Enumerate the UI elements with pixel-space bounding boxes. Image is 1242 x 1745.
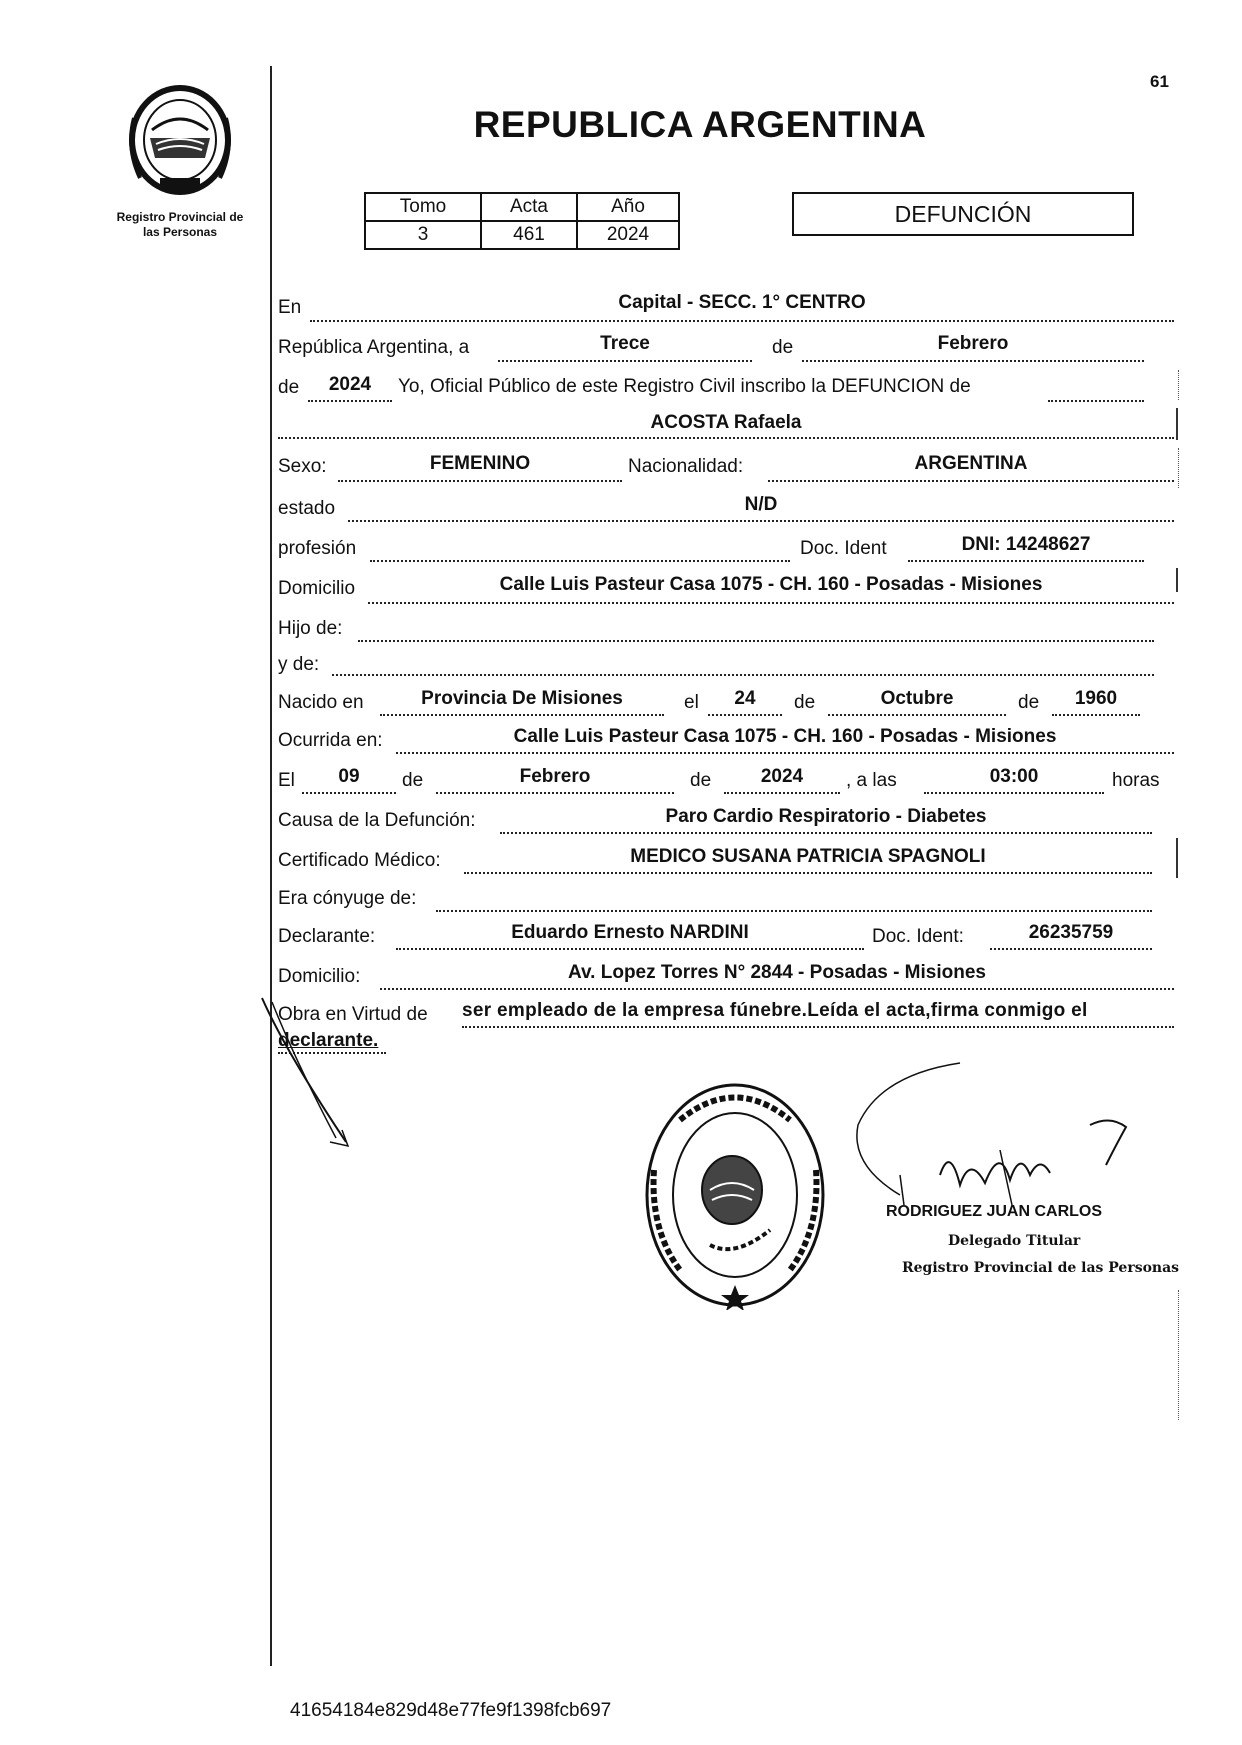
decl-dom-dotline: [380, 988, 1174, 990]
tomo-header: Tomo: [365, 193, 481, 221]
death-day-dotline: [302, 792, 396, 794]
official-stamp: [640, 1080, 830, 1310]
deceased-name: ACOSTA Rafaela: [650, 412, 802, 433]
nacionalidad-value: ARGENTINA: [914, 453, 1028, 474]
inscribo-dotline: [1048, 400, 1144, 402]
el-label: el: [684, 692, 699, 713]
doc-ident-value: DNI: 14248627: [961, 534, 1091, 555]
month-dotline: [802, 360, 1144, 362]
obra-value-line1: ser empleado de la empresa fúnebre.Leída el acta,firma conmigo el: [462, 1000, 1088, 1021]
yde-label: y de:: [278, 654, 320, 675]
hijo-dotline: [358, 640, 1154, 642]
margin-mark: [1178, 370, 1179, 400]
year-prefix: de: [278, 377, 300, 398]
estado-value: N/D: [744, 494, 778, 515]
seal-caption-line2: las Personas: [142, 225, 218, 239]
death-time: 03:00: [989, 766, 1039, 787]
de-label5: de: [690, 770, 712, 791]
decl-doc-value: 26235759: [1028, 922, 1114, 943]
margin-bar: [1176, 568, 1178, 592]
en-value: Capital - SECC. 1° CENTRO: [618, 292, 866, 313]
El-label: El: [278, 770, 295, 791]
birth-year-dotline: [1052, 714, 1140, 716]
ocurrida-value: Calle Luis Pasteur Casa 1075 - CH. 160 - Posadas - Misiones: [513, 726, 1057, 747]
birth-month-dotline: [828, 714, 1006, 716]
de-label4: de: [402, 770, 424, 791]
obra-value-line2: declarante.: [278, 1030, 379, 1051]
anio-header: Año: [577, 193, 679, 221]
death-year-dotline: [724, 792, 840, 794]
page-number: 61: [1150, 72, 1169, 91]
certificado-label: Certificado Médico:: [278, 850, 441, 871]
nacido-value: Provincia De Misiones: [421, 688, 623, 709]
death-year: 2024: [760, 766, 804, 787]
doc-ident-label: Doc. Ident: [800, 538, 887, 559]
declarante-label: Declarante:: [278, 926, 376, 947]
document-hash: 41654184e829d48e77fe9f1398fcb697: [290, 1700, 612, 1721]
margin-line: [270, 66, 272, 1666]
registry-table: [364, 192, 680, 250]
year-value: 2024: [328, 374, 372, 395]
doc-ident-dotline: [908, 560, 1144, 562]
birth-year: 1960: [1074, 688, 1118, 709]
profesion-dotline: [370, 560, 790, 562]
horas-label: horas: [1112, 770, 1160, 791]
day-value: Trece: [600, 333, 650, 354]
alas-label: , a las: [846, 770, 897, 791]
profesion-label: profesión: [278, 538, 357, 559]
closing-stroke: [256, 992, 356, 1152]
yde-dotline: [332, 674, 1154, 676]
month-value: Febrero: [937, 333, 1009, 354]
declarante-value: Eduardo Ernesto NARDINI: [511, 922, 749, 943]
margin-mark: [1178, 448, 1179, 488]
acta-value: 461: [481, 221, 577, 249]
signatory-name: RODRIGUEZ JUAN CARLOS: [886, 1203, 1103, 1220]
death-day: 09: [338, 766, 360, 787]
domicilio-label: Domicilio: [278, 578, 356, 599]
decl-dom-label: Domicilio:: [278, 966, 361, 987]
nacido-label: Nacido en: [278, 692, 364, 713]
sexo-dotline: [338, 480, 622, 482]
ocurrida-dotline: [396, 752, 1174, 754]
birth-day-dotline: [708, 714, 782, 716]
de-label: de: [772, 337, 794, 358]
margin-bar: [1176, 408, 1178, 440]
birth-day: 24: [734, 688, 756, 709]
year-dotline: [308, 400, 392, 402]
certificado-value: MEDICO SUSANA PATRICIA SPAGNOLI: [630, 846, 986, 867]
death-time-dotline: [924, 792, 1104, 794]
de-label3: de: [1018, 692, 1040, 713]
nacido-dotline: [380, 714, 664, 716]
domicilio-dotline: [368, 602, 1174, 604]
nacionalidad-dotline: [768, 480, 1174, 482]
sexo-value: FEMENINO: [429, 453, 531, 474]
birth-month: Octubre: [880, 688, 954, 709]
day-dotline: [498, 360, 752, 362]
causa-dotline: [500, 832, 1152, 834]
inscribo-text: Yo, Oficial Público de este Registro Civil inscribo la DEFUNCION de: [398, 376, 971, 397]
conyuge-label: Era cónyuge de:: [278, 888, 417, 909]
signatory-role: Delegado Titular: [948, 1233, 1081, 1249]
margin-bar: [1176, 838, 1178, 878]
en-label: En: [278, 297, 302, 318]
obra-label: Obra en Virtud de: [278, 1004, 428, 1025]
obra-dotline1: [462, 1026, 1174, 1028]
death-month: Febrero: [519, 766, 591, 787]
ocurrida-label: Ocurrida en:: [278, 730, 383, 751]
signatory-office: Registro Provincial de las Personas: [902, 1260, 1180, 1276]
anio-value: 2024: [577, 221, 679, 249]
en-dotline: [310, 320, 1174, 322]
hijo-label: Hijo de:: [278, 618, 343, 639]
certificado-dotline: [464, 872, 1152, 874]
estado-dotline: [348, 520, 1174, 522]
nacionalidad-label: Nacionalidad:: [628, 456, 744, 477]
page-title: REPUBLICA ARGENTINA: [473, 104, 927, 145]
seal-caption-line1: Registro Provincial de: [116, 210, 244, 224]
seal-caption: [100, 210, 260, 240]
conyuge-dotline: [436, 910, 1152, 912]
margin-mark: [1178, 1290, 1179, 1420]
sexo-label: Sexo:: [278, 456, 327, 477]
record-type-box: DEFUNCIÓN: [792, 192, 1134, 236]
de-label2: de: [794, 692, 816, 713]
acta-header: Acta: [481, 193, 577, 221]
republica-label: República Argentina, a: [278, 337, 470, 358]
provincial-seal: [120, 78, 240, 198]
decl-doc-label: Doc. Ident:: [872, 926, 964, 947]
declarante-dotline: [396, 948, 864, 950]
causa-value: Paro Cardio Respiratorio - Diabetes: [665, 806, 987, 827]
tomo-value: 3: [365, 221, 481, 249]
domicilio-value: Calle Luis Pasteur Casa 1075 - CH. 160 - Posadas - Misiones: [499, 574, 1043, 595]
decl-doc-dotline: [990, 948, 1152, 950]
death-month-dotline: [436, 792, 674, 794]
estado-label: estado: [278, 498, 336, 519]
decl-dom-value: Av. Lopez Torres N° 2844 - Posadas - Misiones: [568, 962, 986, 983]
name-dotline: [278, 437, 1174, 439]
causa-label: Causa de la Defunción:: [278, 810, 476, 831]
